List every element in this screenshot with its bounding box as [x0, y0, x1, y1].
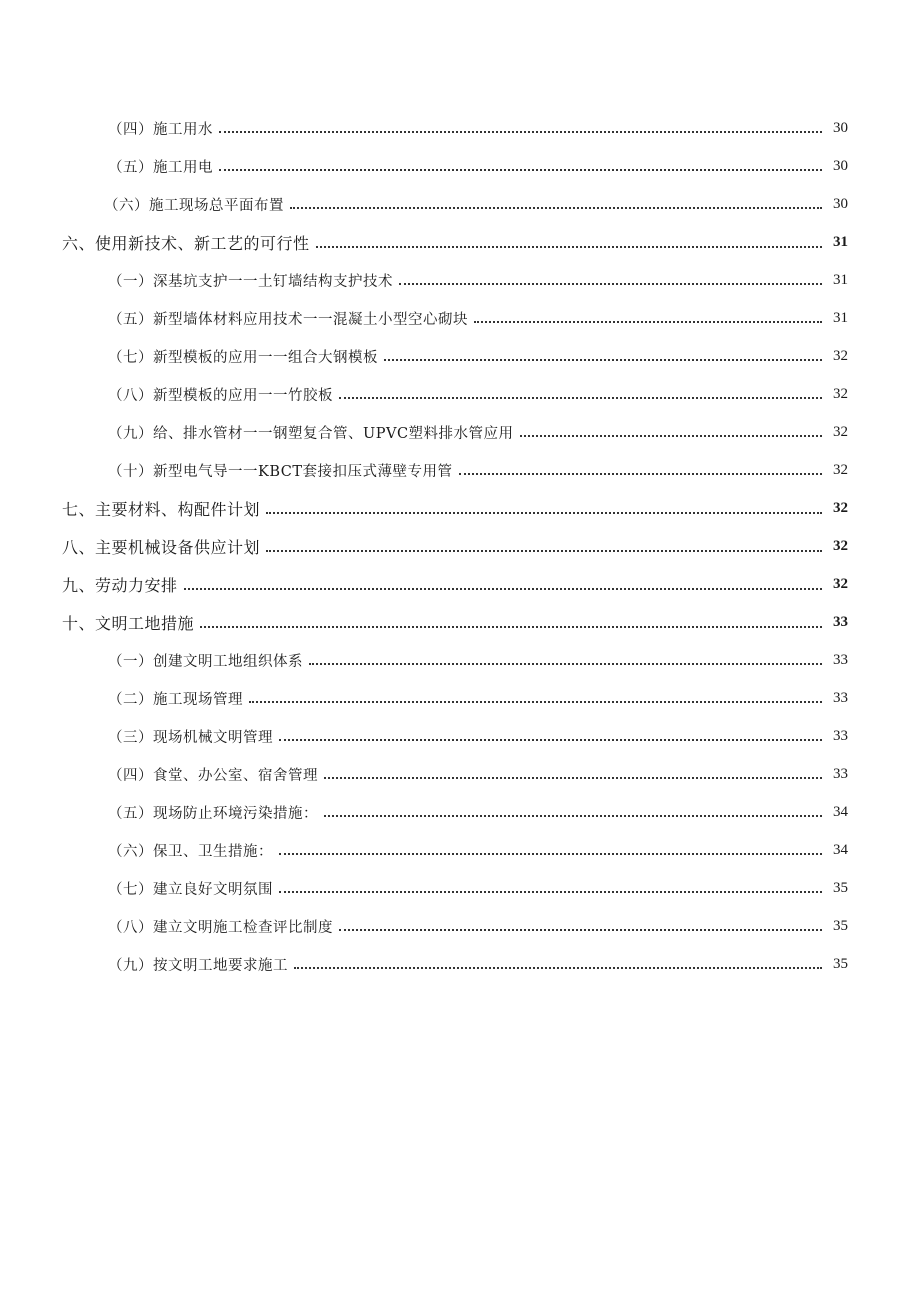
toc-entry[interactable] [0, 413, 920, 451]
toc-section-entry[interactable] [0, 565, 920, 603]
toc-entry-title: （三）现场机械文明管理 [108, 729, 273, 746]
toc-entry[interactable] [0, 869, 920, 907]
toc-entry-page: 35 [833, 917, 848, 934]
toc-section-title: 十、文明工地措施 [62, 613, 195, 633]
toc-entry[interactable] [0, 375, 920, 413]
toc-dot-leader [520, 421, 822, 438]
toc-entry-page: 30 [833, 119, 848, 136]
toc-dot-leader [219, 155, 822, 172]
toc-dot-leader [266, 496, 822, 514]
toc-entry-page: 30 [833, 157, 848, 174]
toc-section-title: 八、主要机械设备供应计划 [62, 537, 261, 557]
toc-entry[interactable] [0, 755, 920, 793]
toc-dot-leader [294, 953, 822, 970]
toc-entry-title: （五）施工用电 [108, 159, 213, 176]
toc-entry-page: 32 [833, 347, 848, 364]
toc-entry-page: 34 [833, 841, 848, 858]
toc-entry[interactable] [0, 907, 920, 945]
toc-section-page: 32 [833, 537, 848, 554]
toc-entry-title: （十）新型电气导一一KBCT套接扣压式薄壁专用管 [108, 463, 453, 480]
toc-entry-title: （四）施工用水 [108, 121, 213, 138]
toc-dot-leader [324, 763, 822, 780]
toc-dot-leader [219, 117, 822, 134]
toc-dot-leader [249, 687, 822, 704]
toc-entry[interactable] [0, 717, 920, 755]
toc-entry[interactable] [0, 299, 920, 337]
toc-entry-title: （二）施工现场管理 [108, 691, 243, 708]
toc-entry[interactable] [0, 147, 920, 185]
toc-entry-title: （七）建立良好文明氛围 [108, 881, 273, 898]
toc-entry-page: 33 [833, 727, 848, 744]
toc-entry-page: 30 [833, 195, 848, 212]
toc-entry[interactable] [0, 261, 920, 299]
toc-entry[interactable] [0, 945, 920, 983]
toc-entry[interactable] [0, 831, 920, 869]
toc-section-entry[interactable] [0, 527, 920, 565]
toc-entry-page: 32 [833, 385, 848, 402]
toc-entry[interactable] [0, 185, 920, 223]
toc-entry[interactable] [0, 641, 920, 679]
toc-dot-leader [266, 534, 822, 552]
toc-section-title: 九、劳动力安排 [62, 575, 178, 595]
toc-entry-page: 33 [833, 651, 848, 668]
toc-entry-title: （九）按文明工地要求施工 [108, 957, 288, 974]
toc-dot-leader [290, 193, 822, 210]
toc-entry-title: （六）施工现场总平面布置 [104, 197, 284, 214]
toc-section-entry[interactable] [0, 603, 920, 641]
toc-section-entry[interactable] [0, 223, 920, 261]
toc-section-page: 31 [833, 233, 848, 250]
toc-entry[interactable] [0, 109, 920, 147]
toc-entry-title: （一）深基坑支护一一土钉墙结构支护技术 [108, 273, 393, 290]
toc-entry-page: 35 [833, 955, 848, 972]
toc-dot-leader [474, 307, 822, 324]
toc-dot-leader [184, 572, 822, 590]
toc-dot-leader [200, 610, 822, 628]
toc-section-title: 六、使用新技术、新工艺的可行性 [62, 233, 310, 253]
toc-entry-title: （九）给、排水管材一一钢塑复合管、UPVC塑料排水管应用 [108, 425, 514, 442]
toc-entry-page: 34 [833, 803, 848, 820]
toc-entry-title: （八）新型模板的应用一一竹胶板 [108, 387, 333, 404]
toc-dot-leader [339, 915, 822, 932]
toc-entry-title: （七）新型模板的应用一一组合大钢模板 [108, 349, 378, 366]
toc-entry-title: （六）保卫、卫生措施： [108, 843, 273, 860]
toc-entry[interactable] [0, 451, 920, 489]
toc-entry-page: 33 [833, 689, 848, 706]
toc-entry-title: （五）新型墙体材料应用技术一一混凝土小型空心砌块 [108, 311, 468, 328]
toc-dot-leader [309, 649, 822, 666]
toc-entry[interactable] [0, 793, 920, 831]
toc-entry-page: 35 [833, 879, 848, 896]
toc-section-page: 32 [833, 499, 848, 516]
toc-entry-page: 32 [833, 423, 848, 440]
toc-entry-page: 31 [833, 271, 848, 288]
toc-dot-leader [399, 269, 822, 286]
toc-section-page: 33 [833, 613, 848, 630]
toc-dot-leader [279, 725, 822, 742]
toc-dot-leader [279, 839, 822, 856]
toc-entry[interactable] [0, 679, 920, 717]
toc-dot-leader [384, 345, 822, 362]
toc-dot-leader [324, 801, 822, 818]
toc-dot-leader [316, 230, 822, 248]
toc-entry[interactable] [0, 337, 920, 375]
toc-entry-title: （五）现场防止环境污染措施： [108, 805, 318, 822]
toc-dot-leader [279, 877, 822, 894]
toc-section-title: 七、主要材料、构配件计划 [62, 499, 261, 519]
table-of-contents [0, 109, 920, 983]
toc-section-entry[interactable] [0, 489, 920, 527]
toc-dot-leader [339, 383, 822, 400]
toc-entry-title: （四）食堂、办公室、宿舍管理 [108, 767, 318, 784]
toc-entry-title: （八）建立文明施工检查评比制度 [108, 919, 333, 936]
toc-dot-leader [459, 459, 822, 476]
toc-entry-title: （一）创建文明工地组织体系 [108, 653, 303, 670]
toc-section-page: 32 [833, 575, 848, 592]
toc-entry-page: 32 [833, 461, 848, 478]
toc-entry-page: 33 [833, 765, 848, 782]
toc-entry-page: 31 [833, 309, 848, 326]
